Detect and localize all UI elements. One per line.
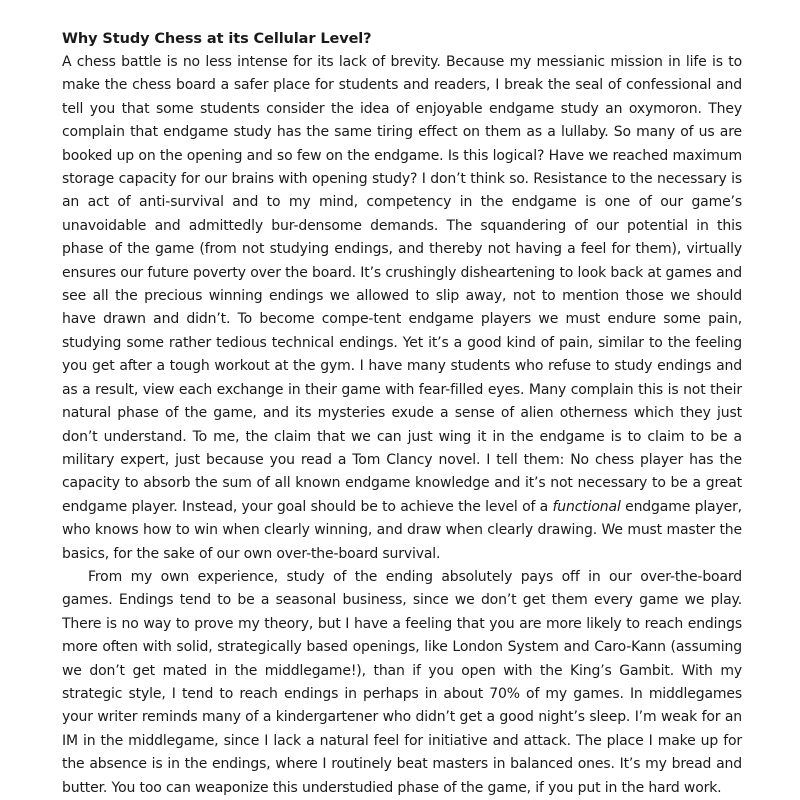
document-page — [62, 28, 742, 800]
paragraph-1 — [62, 51, 742, 566]
paragraph-1-text-a: A chess battle is no less intense for its lack of brevity. Because my messianic mission in life is to make the chess board a safer place for students and readers, I break the seal of confessional and tell you that some students consider the idea of enjoyable endgame study an oxymoron. They complain that endgame study has the same tiring effect on them as a lullaby. So many of us are booked up on the opening and so few on the endgame. Is this logical? Have we reached maximum storage capacity for our brains with opening study? I don’t think so. Resistance to the necessary is an act of anti-survival and to my mind, competency in the endgame is one of our game’s unavoidable and admittedly bur-densome demands. The squandering of our potential in this phase of the game (from not studying endings, and thereby not having a feel for them), virtually ensures our future poverty over the board. It’s crushingly disheartening to look back at games and see all the precious winning endings we allowed to slip away, not to mention those we should have drawn and didn’t. To become compe-tent endgame players we must endure some pain, studying some rather tedious technical endings. Yet it’s a good kind of pain, similar to the feeling you get after a tough workout at the gym. I have many students who refuse to study endings and as a result, view each exchange in their game with fear-filled eyes. Many complain this is not their natural phase of the game, and its mysteries exude a sense of alien otherness which they just don’t understand. To me, the claim that we can just wing it in the endgame is to claim to be a military expert, just because you read a Tom Clancy novel. I tell them: No chess player has the capacity to absorb the sum of all known endgame knowledge and it’s not necessary to be a great endgame player. Instead, your goal should be to achieve the level of a — [62, 54, 742, 515]
paragraph-1-text-b: endgame player, who knows how to win when clearly winning, and draw when clearly drawing. We must master the basics, for the sake of our own over-the-board survival. — [62, 498, 742, 562]
italic-emphasis: functional — [552, 498, 621, 515]
paragraph-2: From my own experience, study of the ending absolutely pays off in our over-the-board games. Endings tend to be a seasonal business, since we don’t get them every game we play. There is no way to prove my theory, but I have a feeling that you are more likely to reach endings more often with solid, strategically based openings, like London System and Caro-Kann (assuming we don’t get mated in the middlegame!), than if you open with the King’s Gambit. With my strategic style, I tend to reach endings in perhaps in about 70% of my games. In middlegames your writer reminds many of a kindergartener who didn’t get a good night’s sleep. I’m weak for an IM in the middlegame, since I lack a natural feel for initiative and attack. The place I make up for the absence is in the endings, where I routinely beat masters in balanced ones. It’s my bread and butter. You too can weaponize this understudied phase of the game, if you put in the hard work. — [62, 568, 742, 796]
section-heading: Why Study Chess at its Cellular Level? — [62, 31, 372, 47]
